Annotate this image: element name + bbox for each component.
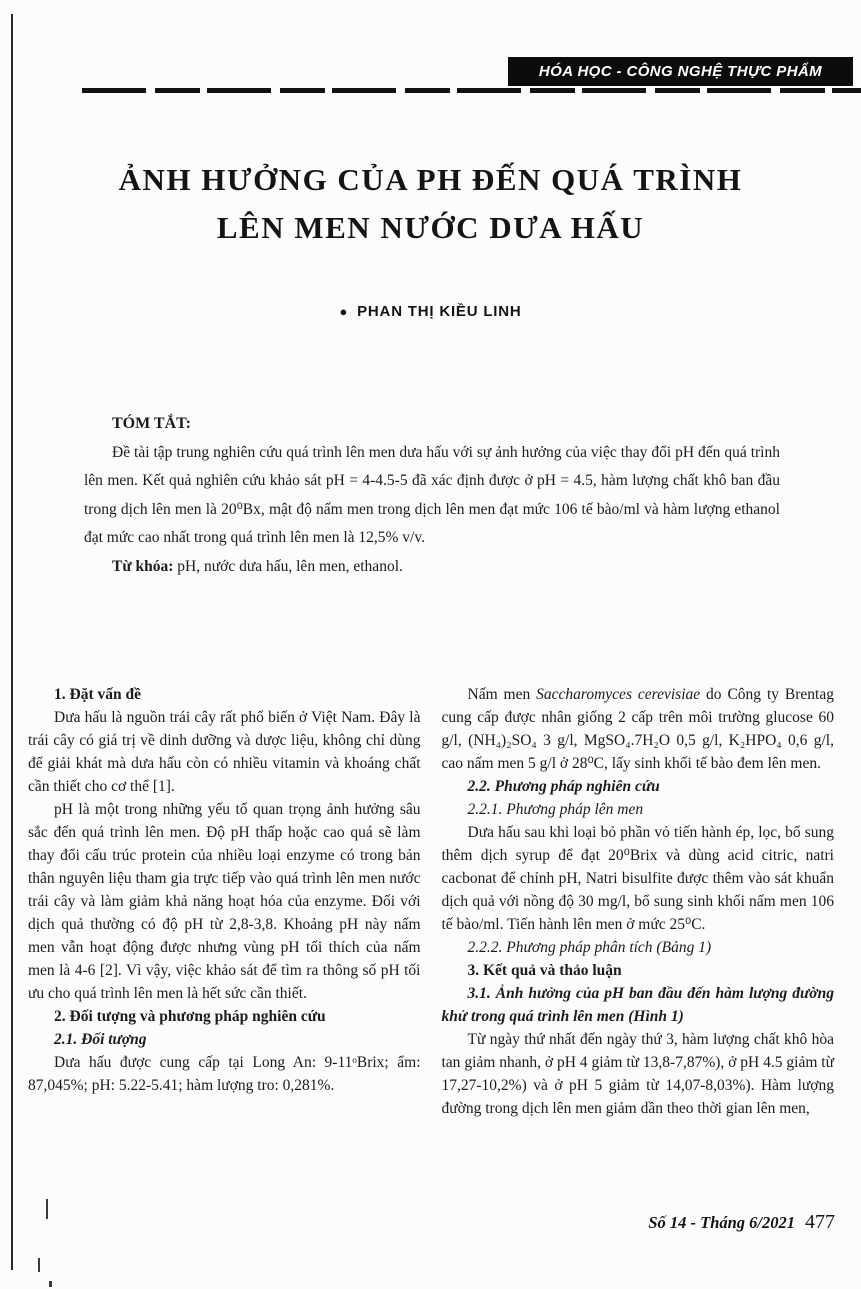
subsection-heading-2-2-1: 2.2.1. Phương pháp lên men (467, 801, 644, 818)
article-title (0, 156, 861, 252)
keywords-text: pH, nước dưa hấu, lên men, ethanol. (173, 557, 403, 575)
paragraph (442, 683, 835, 775)
section-heading-2: 2. Đối tượng và phương pháp nghiên cứu (54, 1008, 326, 1025)
abstract-section (84, 410, 780, 581)
scan-artifact (46, 1199, 48, 1219)
scan-artifact (49, 1281, 52, 1287)
author-bullet-icon: ● (339, 304, 349, 319)
journal-section-banner (508, 57, 853, 86)
header-dashed-rule (82, 88, 861, 93)
species-name: Saccharomyces cerevisiae (536, 686, 701, 703)
scan-artifact (38, 1258, 40, 1272)
section-heading-3: 3. Kết quả và thảo luận (467, 962, 622, 979)
left-column (28, 683, 421, 1120)
paragraph: Dưa hấu được cung cấp tại Long An: 9-11ᵒBrix; ẩm: 87,045%; pH: 5.22-5.41; hàm lượng tro: 0,281%. (28, 1054, 421, 1094)
author-name: PHAN THỊ KIỀU LINH (357, 303, 522, 320)
page-footer (648, 1211, 835, 1234)
subsection-heading-2-1: 2.1. Đối tượng (54, 1031, 147, 1048)
body-columns (28, 683, 834, 1120)
paragraph: Dưa hấu là nguồn trái cây rất phổ biến ở Việt Nam. Đây là trái cây có giá trị về dinh dưỡng và dược liệu, không chỉ dùng để giải khát mà dưa hấu còn có nhiều vitamin và khoáng chất cần thiết cho cơ thể [1]. (28, 709, 421, 795)
paragraph-text: do Công ty Brentag cung cấp được nhân giống 2 cấp trên môi trường glucose 60 g/l, (NH₄)₂SO₄ 3 g/l, MgSO₄.7H₂O 0,5 g/l, K₂HPO₄ 0,6 g/l, cao nấm men 5 g/l ở 28⁰C, lấy sinh khối tế bào đem lên men. (441, 686, 834, 772)
subsection-heading-2-2-2: 2.2.2. Phương pháp phân tích (Bảng 1) (467, 939, 712, 956)
paragraph-text: Nấm men (467, 686, 537, 703)
subsection-heading-2-2: 2.2. Phương pháp nghiên cứu (467, 778, 660, 795)
abstract-keywords (84, 553, 780, 582)
page-number: 477 (805, 1211, 835, 1233)
abstract-heading: TÓM TẮT: (112, 415, 191, 432)
paragraph: Từ ngày thứ nhất đến ngày thứ 3, hàm lượng chất khô hòa tan giảm nhanh, ở pH 4 giảm từ 13,8-7,87%), ở pH 4.5 giảm từ 17,27-10,2%) và ở pH 5 giảm từ 14,07-8,03%). Hàm lượng đường trong dịch lên men giảm dần theo thời gian lên men, (441, 1031, 834, 1117)
paragraph: pH là một trong những yếu tố quan trọng ảnh hưởng sâu sắc đến quá trình lên men. Độ pH thấp hoặc cao quá sẽ làm thay đổi cấu trúc protein của nhiều loại enzyme có trong bản thân nguyên liệu tham gia trực tiếp vào quá trình lên men nước trái cây và làm giảm khả năng hoạt hóa của enzyme. Đối với dịch quả thường có độ pH từ 2,8-3,8. Khoảng pH này nấm men vẫn hoạt động được nhưng vùng pH tối thích của nấm men là 4-6 [2]. Vì vậy, việc khảo sát để tìm ra thông số pH tối ưu cho quá trình lên men là hết sức cần thiết. (28, 801, 421, 1002)
subsection-heading-3-1: 3.1. Ảnh hưởng của pH ban đầu đến hàm lượng đường khử trong quá trình lên men (Hình 1) (441, 985, 834, 1025)
section-heading-1: 1. Đặt vấn đề (54, 686, 141, 703)
article-title-line2: LÊN MEN NƯỚC DƯA HẤU (216, 210, 645, 245)
issue-label: Số 14 - Tháng 6/2021 (648, 1213, 795, 1232)
paragraph: Dưa hấu sau khi loại bỏ phần vỏ tiến hành ép, lọc, bổ sung thêm dịch syrup để đạt 20⁰Brix và dùng acid citric, natri cacbonat để chỉnh pH, Natri bisulfite được thêm vào sát khuẩn dịch quả với nồng độ 30 mg/l, bổ sung sinh khối nấm men 106 tế bào/ml. Tiến hành lên men ở mức 25⁰C. (441, 824, 834, 933)
author-line (0, 303, 861, 320)
keywords-label: Từ khóa: (112, 557, 174, 575)
right-column (442, 683, 835, 1120)
article-title-line1: ẢNH HƯỞNG CỦA PH ĐẾN QUÁ TRÌNH (118, 162, 743, 197)
abstract-body: Đề tài tập trung nghiên cứu quá trình lên men dưa hấu với sự ảnh hưởng của việc thay đổi pH đến quá trình lên men. Kết quả nghiên cứu khảo sát pH = 4-4.5-5 đã xác định được ở pH = 4.5, hàm lượng chất khô ban đầu trong dịch lên men là 20⁰Bx, mật độ nấm men trong dịch lên men đạt mức 106 tế bào/ml và hàm lượng ethanol đạt mức cao nhất trong quá trình lên men là 12,5% v/v. (84, 443, 780, 546)
journal-section-label: HÓA HỌC - CÔNG NGHỆ THỰC PHẨM (538, 63, 823, 80)
